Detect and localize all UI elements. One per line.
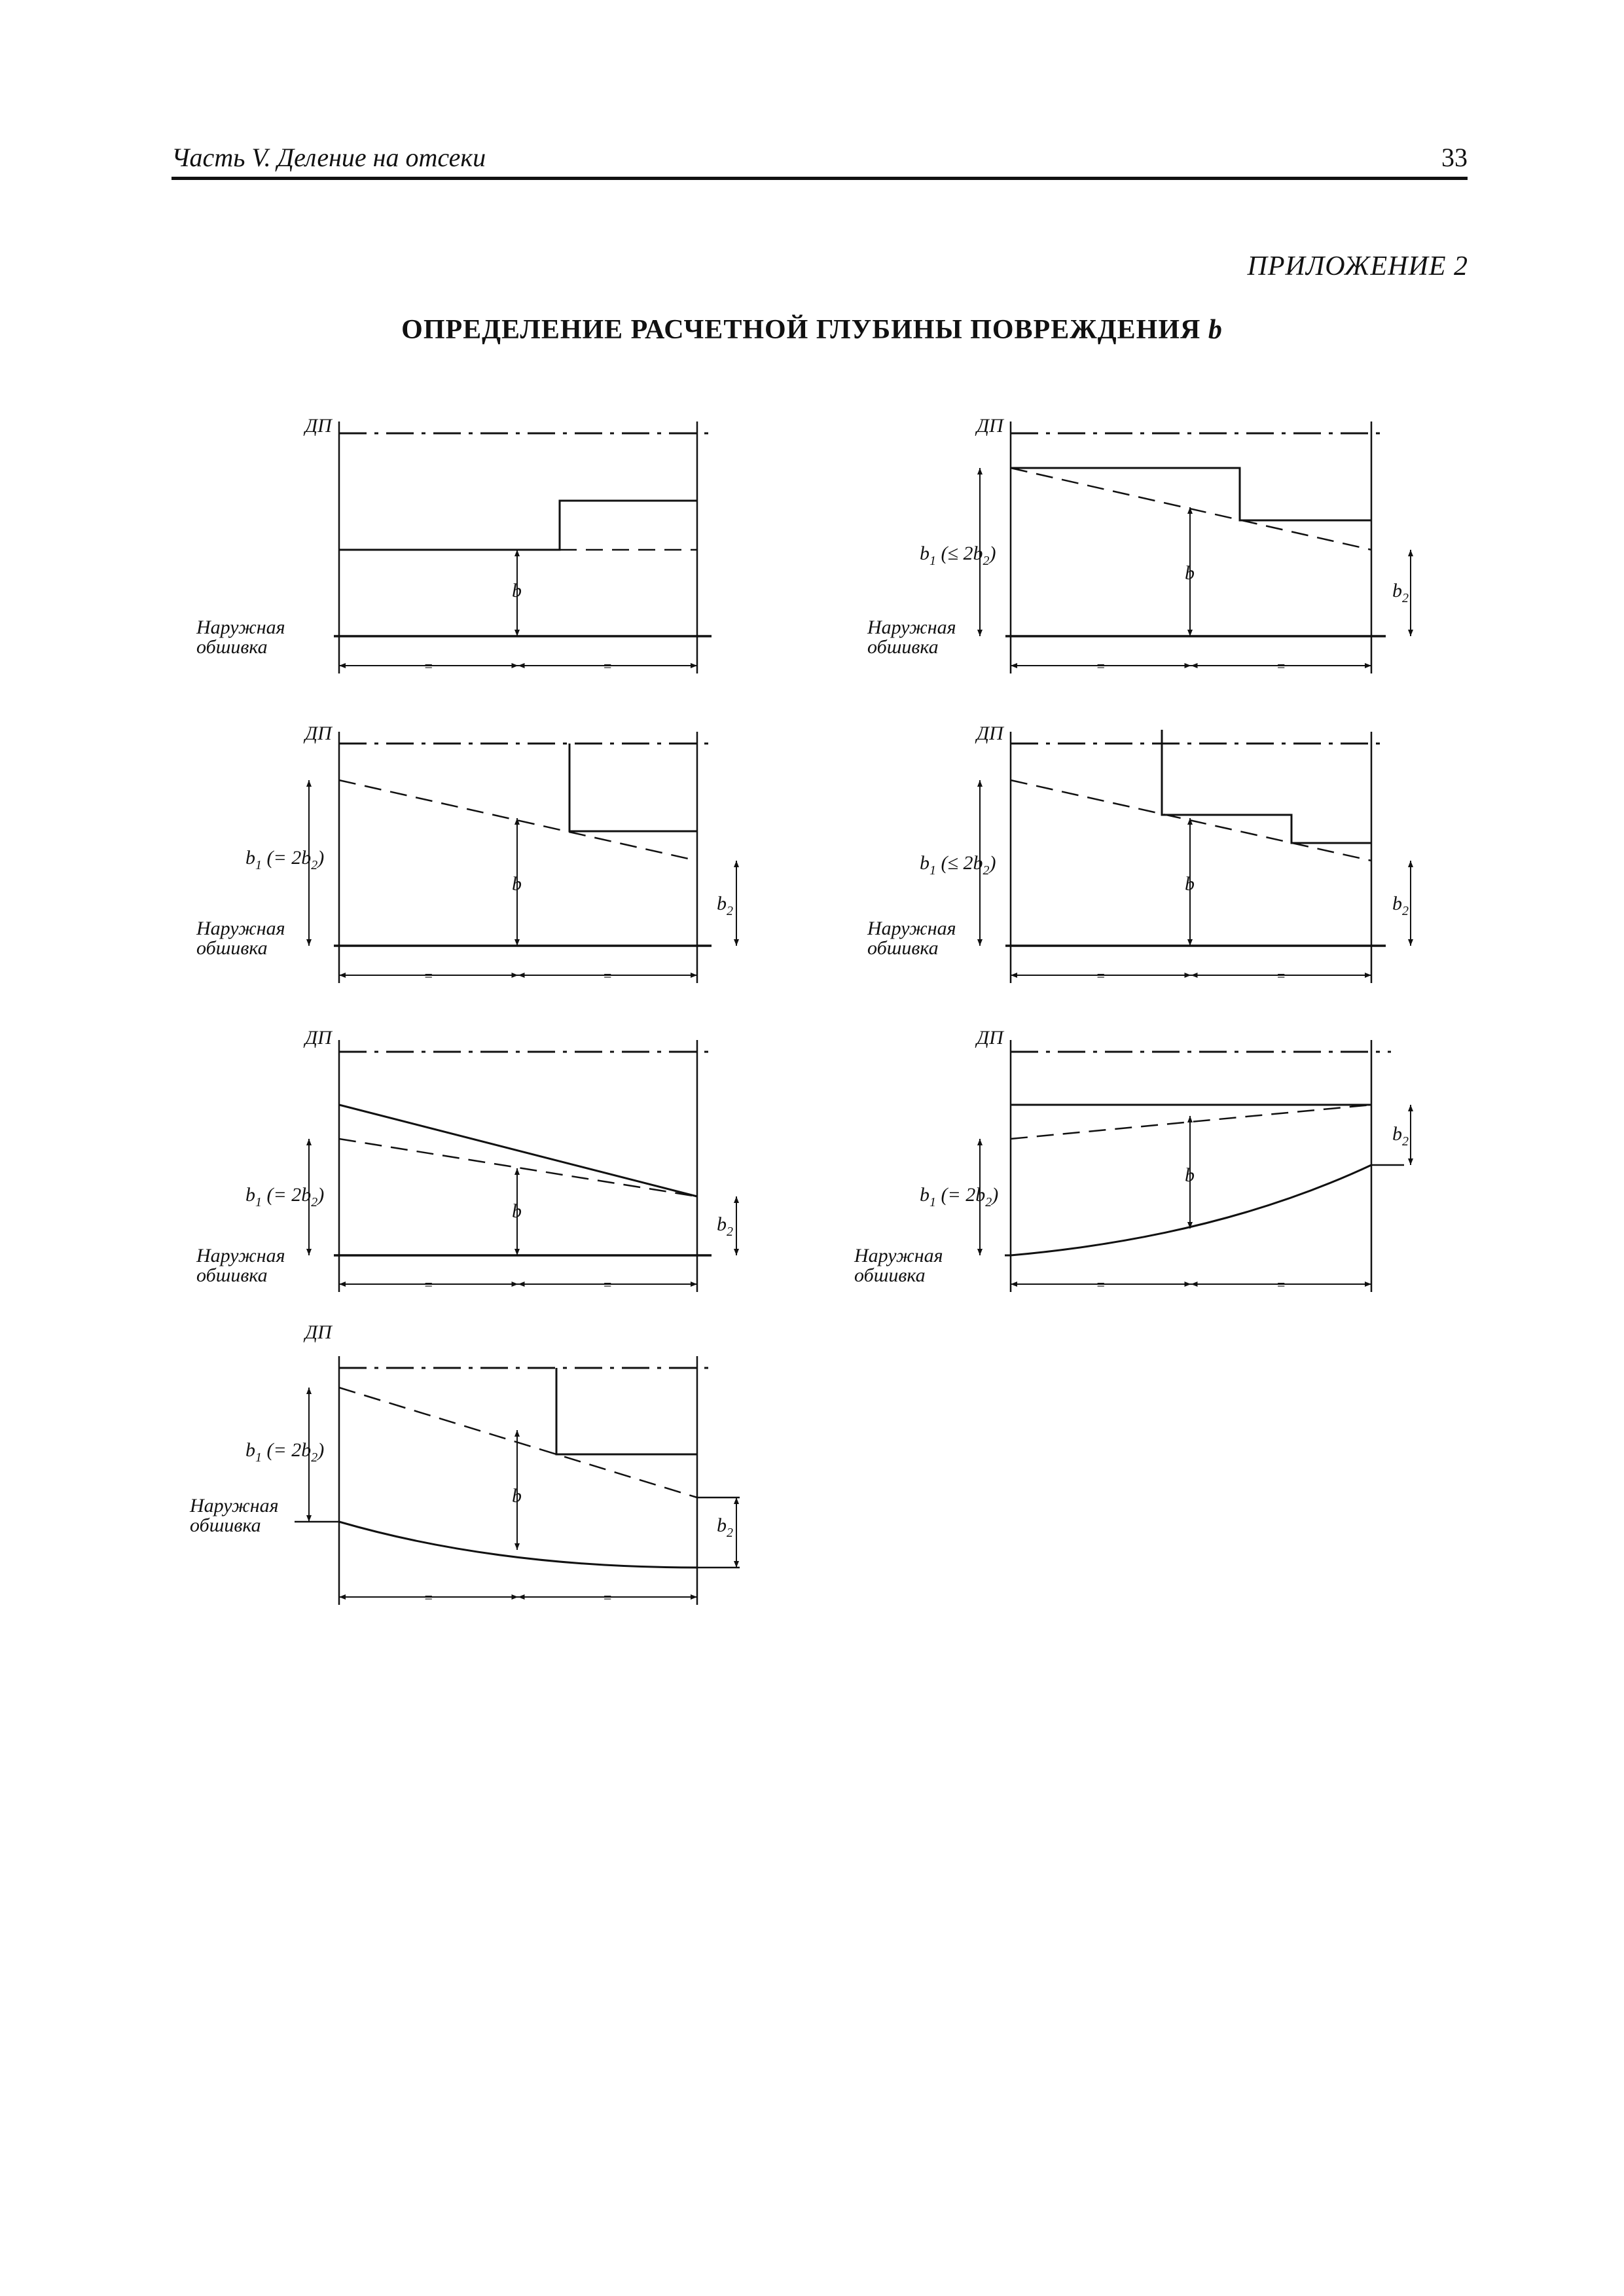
equal-mark: = bbox=[1096, 967, 1105, 984]
b-label: b bbox=[1185, 562, 1195, 584]
dp-label: ДП bbox=[305, 1321, 332, 1343]
b1-condition-label: $b_1$ (= $2b_2$) bbox=[920, 1184, 999, 1210]
dp-label: ДП bbox=[977, 1027, 1003, 1049]
b-label: b bbox=[512, 873, 522, 895]
b1-condition-label: $b_1$ (= $2b_2$) bbox=[245, 1184, 325, 1210]
bulkhead-line bbox=[1162, 730, 1371, 843]
equal-mark: = bbox=[424, 658, 433, 674]
equal-mark: = bbox=[424, 1276, 433, 1293]
figure-4 bbox=[867, 723, 1411, 984]
equal-mark: = bbox=[424, 1589, 433, 1605]
deck-sloped-line bbox=[339, 1105, 697, 1196]
equal-mark: = bbox=[604, 967, 612, 984]
b-label: b bbox=[1185, 873, 1195, 895]
bulkhead-line bbox=[569, 744, 697, 831]
dp-label: ДП bbox=[305, 723, 332, 744]
outer-plating-label: Наружная bbox=[190, 1495, 279, 1516]
outer-plating-label: Наружная bbox=[196, 1245, 285, 1266]
equal-mark: = bbox=[604, 658, 612, 674]
damage-depth-dashed-line bbox=[339, 1388, 697, 1498]
page-title-text: ОПРЕДЕЛЕНИЕ РАСЧЕТНОЙ ГЛУБИНЫ ПОВРЕЖДЕНИЯ bbox=[401, 315, 1208, 345]
bulkhead-line bbox=[1011, 468, 1371, 520]
outer-plating-label: обшивка bbox=[867, 937, 939, 959]
b-label: b bbox=[512, 1485, 522, 1507]
b2-label: $b_2$ bbox=[717, 893, 733, 918]
equal-mark: = bbox=[604, 1276, 612, 1293]
page-number: 33 bbox=[1441, 143, 1468, 172]
figure-6 bbox=[854, 1027, 1411, 1293]
equal-mark: = bbox=[1277, 1276, 1286, 1293]
b1-condition-label: $b_1$ (= $2b_2$) bbox=[245, 847, 325, 872]
equal-mark: = bbox=[604, 1589, 612, 1605]
figure-2 bbox=[867, 415, 1411, 674]
outer-plating-label: обшивка bbox=[854, 1265, 926, 1286]
dp-label: ДП bbox=[305, 415, 332, 437]
outer-plating-label: обшивка bbox=[867, 636, 939, 658]
damage-depth-dashed-line bbox=[1011, 1105, 1371, 1139]
b2-label: $b_2$ bbox=[717, 1515, 733, 1540]
b2-label: $b_2$ bbox=[1392, 893, 1409, 918]
b1-condition-label: $b_1$ (= $2b_2$) bbox=[245, 1439, 325, 1465]
outer-plating-label: обшивка bbox=[190, 1515, 261, 1536]
outer-plating-label: Наружная bbox=[854, 1245, 943, 1266]
outer-plating-label: обшивка bbox=[196, 636, 268, 658]
figure-3 bbox=[196, 723, 736, 984]
damage-depth-dashed-line bbox=[1011, 468, 1371, 550]
damage-depth-dashed-line bbox=[339, 780, 697, 861]
outer-plating-label: Наружная bbox=[196, 918, 285, 939]
b2-label: $b_2$ bbox=[1392, 580, 1409, 605]
b-label: b bbox=[1185, 1164, 1195, 1186]
dp-label: ДП bbox=[977, 723, 1003, 744]
damage-depth-dashed-line bbox=[339, 1139, 697, 1196]
equal-mark: = bbox=[1096, 1276, 1105, 1293]
outer-plating-label: Наружная bbox=[867, 617, 956, 638]
figure-1 bbox=[196, 415, 712, 674]
b2-label: $b_2$ bbox=[717, 1213, 733, 1239]
outer-plating-label: Наружная bbox=[196, 617, 285, 638]
outer-plating-label: обшивка bbox=[196, 1265, 268, 1286]
figure-7 bbox=[189, 1321, 740, 1605]
equal-mark: = bbox=[1277, 967, 1286, 984]
dp-label: ДП bbox=[977, 415, 1003, 437]
page-title-symbol: b bbox=[1208, 315, 1223, 345]
figure-5 bbox=[196, 1027, 736, 1293]
appendix-label: ПРИЛОЖЕНИЕ 2 bbox=[1247, 251, 1468, 281]
b2-label: $b_2$ bbox=[1392, 1123, 1409, 1149]
equal-mark: = bbox=[424, 967, 433, 984]
bulkhead-line bbox=[556, 1368, 697, 1454]
outer-plating-curve bbox=[339, 1522, 697, 1568]
equal-mark: = bbox=[1277, 658, 1286, 674]
header-title: Часть V. Деление на отсеки bbox=[171, 143, 486, 172]
dp-label: ДП bbox=[305, 1027, 332, 1049]
equal-mark: = bbox=[1096, 658, 1105, 674]
outer-plating-label: обшивка bbox=[196, 937, 268, 959]
b-label: b bbox=[512, 580, 522, 601]
b1-condition-label: $b_1$ (≤ $2b_2$) bbox=[920, 543, 996, 568]
damage-depth-dashed-line bbox=[1011, 780, 1371, 861]
bulkhead-line bbox=[339, 501, 697, 550]
b1-condition-label: $b_1$ (≤ $2b_2$) bbox=[920, 852, 996, 878]
b-label: b bbox=[512, 1200, 522, 1222]
outer-plating-label: Наружная bbox=[867, 918, 956, 939]
